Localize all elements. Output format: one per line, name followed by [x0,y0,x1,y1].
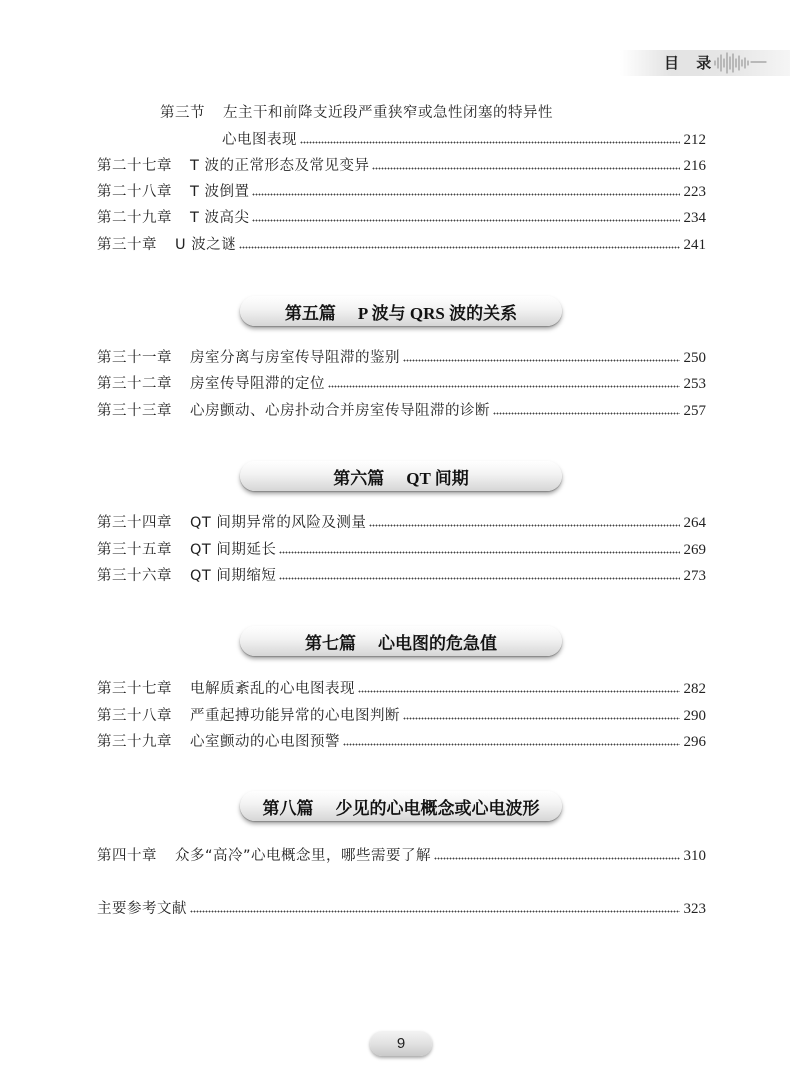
part-heading-8 [240,791,562,821]
toc-entry-section-3 [160,103,706,123]
chapter-title: T 波高尖 [190,210,250,226]
chapter-title: 电解质紊乱的心电图表现 [190,681,355,697]
chapter-label: 第三十六章 [97,568,172,584]
part-label: 第七篇 [305,633,356,653]
page-number: 264 [683,515,706,531]
chapter-label: 第三十一章 [97,350,172,366]
references-title: 主要参考文献 [97,901,187,917]
page-number: 216 [683,158,706,174]
dot-leader [252,214,679,222]
dot-leader [343,738,680,746]
dot-leader [403,712,680,720]
part-title: P 波与 QRS 波的关系 [357,303,518,323]
part-label: 第八篇 [262,798,314,818]
page-number: 290 [683,708,706,724]
chapter-label: 第三十七章 [97,681,172,697]
page-number: 223 [683,184,706,200]
dot-leader [252,188,679,196]
chapter-title: 众多“高冷”心电概念里，哪些需要了解 [175,848,432,864]
toc-entry-chapter-28 [97,182,706,202]
page-number: 257 [683,403,706,419]
dot-leader [369,519,679,527]
page-number: 234 [683,210,706,226]
chapter-label: 第二十八章 [97,184,172,200]
toc-entry-section-3-continued [222,130,706,150]
chapter-title: 严重起搏功能异常的心电图判断 [190,708,400,724]
chapter-title: T 波倒置 [190,184,250,200]
page-number: 296 [683,734,706,750]
chapter-label: 第三十四章 [97,515,172,531]
chapter-title: U 波之谜 [175,237,237,253]
toc-entry-chapter-36 [97,566,706,586]
chapter-label: 第三十五章 [97,542,172,558]
part-label: 第五篇 [284,303,336,323]
dot-leader [279,572,679,580]
toc-entry-chapter-34 [97,513,706,533]
dot-leader [434,852,679,860]
dot-leader [403,354,680,362]
footer-page-number-text: 9 [396,1035,406,1052]
part-title: 少见的心电概念或心电波形 [335,798,540,818]
chapter-label: 第四十章 [97,848,157,864]
header-title: 目 录 [664,54,718,72]
chapter-label: 第三十章 [97,237,157,253]
page-number: 253 [683,376,706,392]
page-number: 282 [683,681,706,697]
dot-leader [300,136,680,144]
chapter-title: 房室分离与房室传导阻滞的鉴别 [190,350,400,366]
part-label: 第六篇 [333,468,385,488]
chapter-label: 第三十八章 [97,708,172,724]
dot-leader [358,685,680,693]
chapter-label: 第二十九章 [97,210,172,226]
part-heading-6 [240,461,562,491]
waveform-icon [712,50,770,76]
toc-entry-chapter-35 [97,540,706,560]
dot-leader [372,162,679,170]
chapter-label: 第二十七章 [97,158,172,174]
toc-entry-chapter-27 [97,156,706,176]
dot-leader [279,546,679,554]
part-title: 心电图的危急值 [378,633,497,653]
toc-entry-chapter-32 [97,374,706,394]
dot-leader [493,407,680,415]
chapter-title: QT 间期异常的风险及测量 [190,515,367,531]
toc-entry-chapter-30 [97,235,706,255]
chapter-title: T 波的正常形态及常见变异 [190,158,370,174]
page-number: 310 [683,848,706,864]
toc-entry-chapter-37 [97,679,706,699]
page-number: 212 [683,132,706,148]
dot-leader [328,380,680,388]
page-number: 273 [683,568,706,584]
chapter-title: QT 间期缩短 [190,568,277,584]
chapter-title: 心房颤动、心房扑动合并房室传导阻滞的诊断 [190,403,490,419]
page-number: 323 [683,901,706,917]
chapter-title: 房室传导阻滞的定位 [190,376,325,392]
part-heading-5 [240,296,562,326]
dot-leader [190,905,680,913]
toc-entry-chapter-39 [97,732,706,752]
toc-entry-chapter-40 [97,846,706,866]
section-title: 左主干和前降支近段严重狭窄或急性闭塞的特异性 [223,105,553,121]
part-heading-7 [240,626,562,656]
toc-entry-chapter-33 [97,401,706,421]
dot-leader [239,241,679,249]
chapter-title: QT 间期延长 [190,542,277,558]
page-number: 241 [683,237,706,253]
toc-entry-chapter-38 [97,706,706,726]
chapter-title: 心室颤动的心电图预警 [190,734,340,750]
page-number: 269 [683,542,706,558]
chapter-label: 第三十二章 [97,376,172,392]
part-title: QT 间期 [406,468,469,488]
footer-page-number [370,1031,432,1056]
chapter-label: 第三十三章 [97,403,172,419]
toc-entry-references [97,899,706,919]
toc-entry-chapter-31 [97,348,706,368]
chapter-label: 第三十九章 [97,734,172,750]
page-number: 250 [683,350,706,366]
toc-entry-chapter-29 [97,208,706,228]
section-title-continued: 心电图表现 [222,132,297,148]
section-label: 第三节 [160,105,205,121]
